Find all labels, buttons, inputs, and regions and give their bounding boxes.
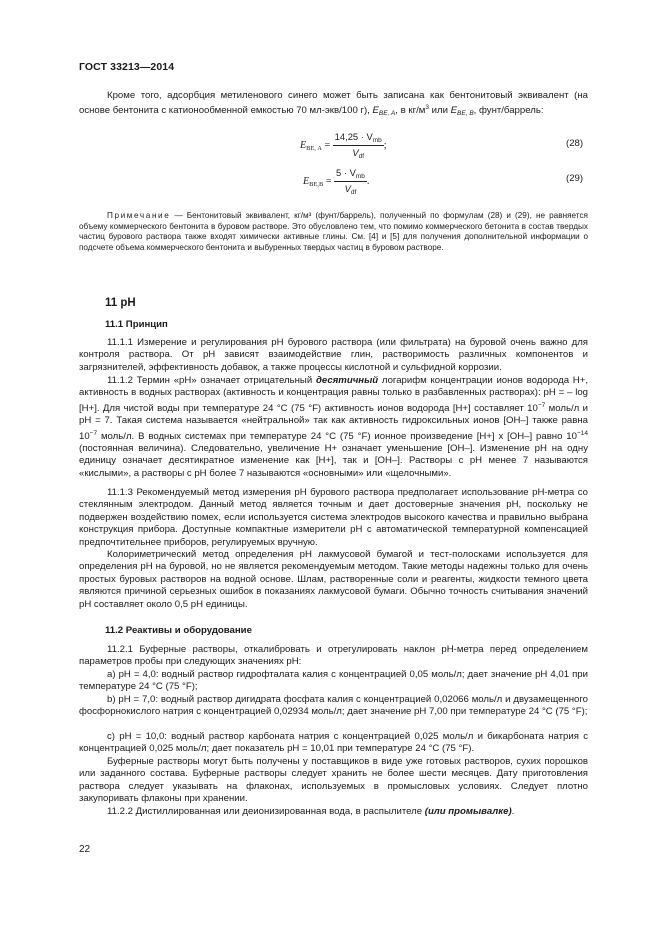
exponent: −14	[576, 429, 588, 437]
paragraph-buffer-storage: Буферные растворы могут быть получены у поставщиков в виде уже готовых растворов, сухих порошков или заданного состава. Буферные растворы следует хранить не более шести месяцев. Дату приготовления раствора следует указывать на флаконах, используемых в промысловых условиях. Следует плотно закупоривать флаконы при хранении.	[79, 756, 588, 805]
subsection-title-11-2: 11.2 Реактивы и оборудование	[105, 625, 252, 636]
p2-text-f: (постоянная величина). Следовательно, увеличение H+ означает уменьшение [OH–]. Изменение pH на одну единицу означает десятикратное изменение как [H+], так и [OH–]. Растворы с pH менее 7 называются «кислыми», а растворы с pH более 7 называются «основными» или «щелочными».	[79, 443, 588, 479]
paragraph-11-1-2	[79, 375, 588, 480]
paragraph-11-1-1: 11.1.1 Измерение и регулирования pH бурового раствора (или фильтрата) на буровой очень важно для контроля раствора. От pH зависят взаимодействие глин, растворимость различных компонентов и загрязнителей, эффективность добавок, а также процессы кислотной и сульфидной коррозии.	[79, 337, 588, 373]
formula-lhs: E	[303, 175, 310, 187]
intro-text-b: , в кг/м	[395, 105, 426, 117]
subsection-title-11-1: 11.1 Принцип	[105, 319, 168, 330]
denominator-text: V	[344, 183, 351, 194]
formula-lhs-sub: BE, A	[306, 144, 323, 152]
formula-28	[300, 131, 387, 160]
formula-tail: ;	[383, 139, 387, 151]
section-title: 11 pH	[105, 297, 136, 309]
formula-tail: .	[366, 175, 370, 187]
note-text: — Бентонитовый эквивалент, кг/м³ (фунт/баррель), полученный по формулам (28) и (29), не равняется объему коммерческого бентонита в буровом растворе. Это обусловлено тем, что помимо коммерческого бетонита в состав твердых частиц бурового раствора также входят химически активные глины. См. [4] и [5] для получения дополнительной информации о подсчете объема коммерческого бентонита и выбуренных твердых частиц в буровом растворе.	[79, 211, 588, 252]
denominator-sub: df	[358, 153, 365, 160]
symbol-sub: BE, B	[457, 110, 474, 118]
intro-text-c: или	[428, 105, 451, 117]
formula-number-29: (29)	[566, 173, 584, 184]
formula-lhs: E	[300, 139, 307, 151]
list-item-c: c) pH = 10,0: водный раствор карбоната натрия с концентрацией 0,025 моль/л и бикарбоната натрия с концентрацией 0,025 моль/л; дает показатель pH = 10,01 при температуре 24 °С (75 °F).	[79, 731, 588, 755]
formula-number-28: (28)	[566, 138, 584, 149]
denominator-sub: df	[350, 189, 357, 196]
intro-text-d: , фунт/баррель:	[473, 105, 544, 117]
p3-text-a: 11.2.2 Дистиллированная или деионизированная вода, в распылителе	[107, 806, 425, 817]
formula-fraction	[334, 167, 367, 196]
numerator-text: 14,25 · V	[334, 131, 373, 142]
exponent: −7	[89, 429, 98, 437]
p2-text-d: моль/л. В водных системах при температуре 24 °С (75 °F) ионное произведение [H+] x [OH–] равно 10	[97, 430, 577, 442]
symbol-e: E	[450, 105, 458, 117]
formula-numerator	[334, 167, 367, 182]
formula-fraction	[333, 131, 384, 160]
note-paragraph	[79, 211, 588, 253]
list-item-b: b) pH = 7,0: водный раствор дигидрата фосфата калия с концентрацией 0,02066 моль/л и двузамещенного фосфорнокислого натрия с концентрацией 0,02934 моль/л; дает значение pH 7,00 при температуре 24 °С (75 °F);	[79, 694, 588, 718]
cube-sup: 3	[425, 104, 429, 112]
formula-eq: =	[325, 175, 332, 187]
p2-text-b: логарифм концентрации ионов водорода H+, активность в водных растворах (активность и концентрация равны только в разбавленных растворах): pH = – log [H+]. Для чистой воды при температуре 24 °С (75 °F) активность ионов водорода [H+] составляет 10	[79, 375, 588, 414]
intro-line-2	[79, 102, 588, 120]
list-item-a: a) pH = 4,0: водный раствор гидрофталата калия с концентрацией 0,05 моль/л; дает значение pH 4,01 при температуре 24 °С (75 °F);	[79, 669, 588, 693]
formula-numerator	[333, 131, 384, 146]
formula-eq: =	[324, 139, 331, 151]
standard-header: ГОСТ 33213—2014	[79, 61, 175, 73]
intro-line-1: Кроме того, адсорбция метиленового синего может быть записана как бентонитовый эквивалент (на	[107, 90, 588, 101]
symbol-e: E	[372, 105, 379, 117]
p3-bold: (или промывалке)	[424, 806, 512, 817]
numerator-sub: mb	[355, 173, 365, 180]
denominator-text: V	[352, 147, 359, 158]
p2-bold-word: десятичный	[315, 375, 379, 386]
numerator-sub: mb	[372, 137, 382, 144]
paragraph-11-2-1: 11.2.1 Буферные растворы, откалибровать и отрегулировать наклон pH-метра перед определением параметров пробы при следующих значениях pH:	[79, 644, 588, 668]
paragraph-11-2-2	[79, 806, 588, 818]
paragraph-colorimetric: Колориметрический метод определения pH лакмусовой бумагой и тест-полосками используется для определения pH на буровой, но не является рекомендуемым методом. Такие методы надежны только для очень простых буровых растворов на водной основе. Шлам, растворенные соли и реагенты, жидкости темного цвета являются причиной серьезных ошибок в показаниях лакмусовой бумаги. Обычно точность считывания значений pH составляет около 0,5 pH единицы.	[79, 549, 588, 610]
page-number: 22	[79, 844, 91, 855]
formula-29	[303, 167, 369, 196]
formula-denominator	[333, 146, 384, 160]
paragraph-11-1-3: 11.1.3 Рекомендуемый метод измерения pH бурового раствора предполагает использование pH-метра со стеклянным электродом. Данный метод является точным и дает достоверные значения pH, поскольку не подвержен воздействию помех, если используется система электродов высокого качества и правильно выбрана конструкция прибора. Доступные компактные измерители pH с автоматической температурной компенсацией предпочтительнее приборов, регулируемых вручную.	[79, 487, 588, 548]
p2-text-a: 11.1.2 Термин «pH» означает отрицательный	[107, 375, 316, 386]
intro-paragraph	[79, 90, 588, 121]
intro-text-a: основе бентонита с катионообменной емкостью 70 мл-экв/100 г),	[79, 105, 370, 117]
symbol-sub: BE, A	[378, 110, 396, 118]
formula-lhs-sub: BE,B	[309, 180, 324, 188]
note-label: Примечание	[107, 211, 171, 220]
formula-denominator	[334, 182, 367, 196]
numerator-text: 5 · V	[336, 167, 356, 178]
exponent: −7	[537, 401, 546, 409]
p2-text-c: моль/л и pH = 7. Такая система называется «нейтральной» так как активность гидроксильных ионов [OH–] также равна 10	[79, 402, 588, 442]
p3-text-b: .	[511, 806, 515, 817]
